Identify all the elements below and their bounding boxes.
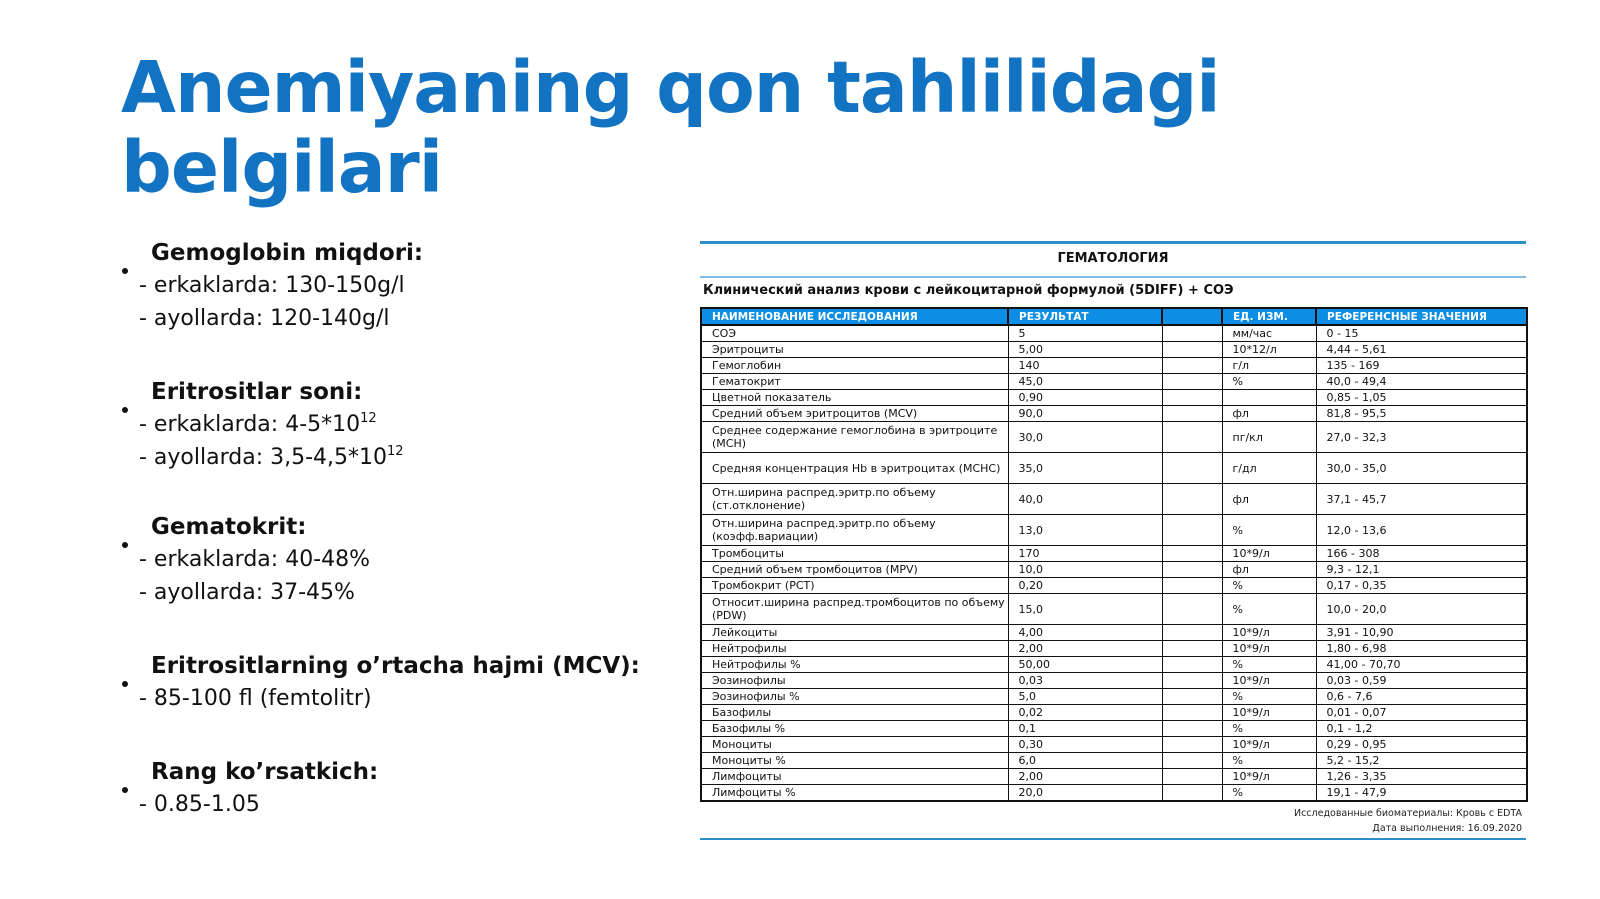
bullet-line: - ayollarda: 120-140g/l (139, 306, 390, 331)
table-row (701, 342, 1527, 358)
column-header-result: РЕЗУЛЬТАТ (1008, 308, 1162, 325)
bullet-line-text: - erkaklarda: 4-5*10 (139, 412, 361, 437)
cell-unit: г/л (1222, 358, 1316, 374)
report-subtitle: Клинический анализ крови с лейкоцитарной формулой (5DIFF) + СОЭ (703, 283, 1234, 298)
cell-unit: % (1222, 578, 1316, 594)
table-header-row (701, 308, 1527, 325)
cell-unit: % (1222, 689, 1316, 705)
cell-unit: 10*9/л (1222, 673, 1316, 689)
bullet-dot (122, 542, 128, 548)
cell-unit (1222, 390, 1316, 406)
cell-flag (1162, 657, 1222, 673)
cell-test-name: Относит.ширина распред.тромбоцитов по объему (PDW) (701, 594, 1008, 625)
column-header-unit: ЕД. ИЗМ. (1222, 308, 1316, 325)
bullet-heading: Eritrositlarning o’rtacha hajmi (MCV): (151, 653, 640, 679)
cell-result: 0,90 (1008, 390, 1162, 406)
cell-result: 15,0 (1008, 594, 1162, 625)
cell-test-name: Эозинофилы (701, 673, 1008, 689)
bullet-heading: Gematokrit: (151, 514, 307, 540)
cell-result: 35,0 (1008, 453, 1162, 484)
cell-test-name: Средняя концентрация Hb в эритроцитах (МСНС) (701, 453, 1008, 484)
cell-reference: 0 - 15 (1316, 325, 1527, 342)
slide-title-line-1: Anemiyaning qon tahlilidagi (121, 46, 1220, 129)
cell-reference: 166 - 308 (1316, 546, 1527, 562)
cell-test-name: СОЭ (701, 325, 1008, 342)
cell-flag (1162, 753, 1222, 769)
cell-test-name: Цветной показатель (701, 390, 1008, 406)
table-row (701, 422, 1527, 453)
cell-flag (1162, 769, 1222, 785)
cell-result: 5,00 (1008, 342, 1162, 358)
cell-test-name: Нейтрофилы (701, 641, 1008, 657)
cell-unit: % (1222, 374, 1316, 390)
table-row (701, 484, 1527, 515)
table-row (701, 657, 1527, 673)
cell-result: 30,0 (1008, 422, 1162, 453)
cell-flag (1162, 578, 1222, 594)
cell-flag (1162, 673, 1222, 689)
cell-reference: 0,29 - 0,95 (1316, 737, 1527, 753)
cell-result: 140 (1008, 358, 1162, 374)
cell-reference: 27,0 - 32,3 (1316, 422, 1527, 453)
cell-unit: пг/кл (1222, 422, 1316, 453)
cell-result: 4,00 (1008, 625, 1162, 641)
cell-flag (1162, 422, 1222, 453)
bullet-line: - erkaklarda: 40-48% (139, 547, 371, 572)
cell-unit: 10*9/л (1222, 546, 1316, 562)
cell-reference: 1,26 - 3,35 (1316, 769, 1527, 785)
footnote-date: Дата выполнения: 16.09.2020 (1372, 823, 1522, 834)
cell-unit: 10*9/л (1222, 769, 1316, 785)
cell-result: 2,00 (1008, 641, 1162, 657)
table-row (701, 390, 1527, 406)
table-row (701, 374, 1527, 390)
cell-reference: 0,17 - 0,35 (1316, 578, 1527, 594)
cell-reference: 81,8 - 95,5 (1316, 406, 1527, 422)
cell-result: 20,0 (1008, 785, 1162, 802)
cell-result: 2,00 (1008, 769, 1162, 785)
bullet-line-text: - ayollarda: 3,5-4,5*10 (139, 445, 388, 470)
cell-result: 0,03 (1008, 673, 1162, 689)
bullet-heading: Rang ko’rsatkich: (151, 759, 379, 785)
cell-result: 90,0 (1008, 406, 1162, 422)
cell-test-name: Тромбоциты (701, 546, 1008, 562)
cell-unit: фл (1222, 406, 1316, 422)
bullet-line: - erkaklarda: 130-150g/l (139, 273, 405, 298)
cell-result: 5 (1008, 325, 1162, 342)
cell-test-name: Средний объем эритроцитов (MCV) (701, 406, 1008, 422)
cell-unit: 10*9/л (1222, 737, 1316, 753)
cell-flag (1162, 721, 1222, 737)
lab-results-table (700, 307, 1528, 802)
cell-reference: 19,1 - 47,9 (1316, 785, 1527, 802)
report-divider-mid (700, 276, 1526, 278)
cell-result: 0,1 (1008, 721, 1162, 737)
cell-test-name: Отн.ширина распред.эритр.по объему (коэфф.вариации) (701, 515, 1008, 546)
cell-reference: 12,0 - 13,6 (1316, 515, 1527, 546)
cell-test-name: Среднее содержание гемоглобина в эритроците (МСН) (701, 422, 1008, 453)
cell-flag (1162, 342, 1222, 358)
cell-reference: 1,80 - 6,98 (1316, 641, 1527, 657)
table-row (701, 562, 1527, 578)
table-row (701, 737, 1527, 753)
table-row (701, 753, 1527, 769)
report-section-title: ГЕМАТОЛОГИЯ (1057, 251, 1169, 266)
cell-unit: % (1222, 721, 1316, 737)
cell-test-name: Лейкоциты (701, 625, 1008, 641)
table-row (701, 641, 1527, 657)
table-row (701, 453, 1527, 484)
slide-title-line-2: belgilari (121, 126, 443, 209)
cell-flag (1162, 390, 1222, 406)
cell-flag (1162, 737, 1222, 753)
cell-flag (1162, 374, 1222, 390)
report-divider-bottom (700, 838, 1526, 840)
bullet-dot (122, 268, 128, 274)
cell-reference: 9,3 - 12,1 (1316, 562, 1527, 578)
bullet-line: - 85-100 fl (femtolitr) (139, 686, 372, 711)
cell-unit: % (1222, 594, 1316, 625)
table-row (701, 721, 1527, 737)
cell-reference: 0,85 - 1,05 (1316, 390, 1527, 406)
table-row (701, 785, 1527, 802)
cell-result: 13,0 (1008, 515, 1162, 546)
cell-unit: фл (1222, 562, 1316, 578)
bullet-heading: Gemoglobin miqdori: (151, 240, 424, 266)
cell-test-name: Моноциты (701, 737, 1008, 753)
cell-test-name: Эритроциты (701, 342, 1008, 358)
cell-flag (1162, 705, 1222, 721)
cell-unit: 10*9/л (1222, 641, 1316, 657)
cell-test-name: Моноциты % (701, 753, 1008, 769)
cell-result: 45,0 (1008, 374, 1162, 390)
cell-test-name: Гематокрит (701, 374, 1008, 390)
cell-unit: % (1222, 753, 1316, 769)
cell-result: 10,0 (1008, 562, 1162, 578)
cell-unit: % (1222, 785, 1316, 802)
cell-unit: мм/час (1222, 325, 1316, 342)
cell-result: 5,0 (1008, 689, 1162, 705)
cell-unit: фл (1222, 484, 1316, 515)
report-divider-top (700, 241, 1526, 244)
cell-reference: 0,03 - 0,59 (1316, 673, 1527, 689)
cell-flag (1162, 562, 1222, 578)
cell-unit: % (1222, 657, 1316, 673)
column-header-reference: РЕФЕРЕНСНЫЕ ЗНАЧЕНИЯ (1316, 308, 1527, 325)
cell-flag (1162, 453, 1222, 484)
bullet-line: - ayollarda: 37-45% (139, 580, 355, 605)
cell-test-name: Отн.ширина распред.эритр.по объему (ст.отклонение) (701, 484, 1008, 515)
cell-reference: 4,44 - 5,61 (1316, 342, 1527, 358)
cell-reference: 5,2 - 15,2 (1316, 753, 1527, 769)
cell-test-name: Гемоглобин (701, 358, 1008, 374)
cell-flag (1162, 689, 1222, 705)
cell-test-name: Лимфоциты (701, 769, 1008, 785)
cell-flag (1162, 785, 1222, 802)
cell-result: 0,20 (1008, 578, 1162, 594)
table-row (701, 625, 1527, 641)
cell-test-name: Лимфоциты % (701, 785, 1008, 802)
cell-test-name: Нейтрофилы % (701, 657, 1008, 673)
table-row (701, 673, 1527, 689)
cell-reference: 10,0 - 20,0 (1316, 594, 1527, 625)
table-row (701, 358, 1527, 374)
cell-flag (1162, 594, 1222, 625)
cell-unit: 10*12/л (1222, 342, 1316, 358)
cell-reference: 0,6 - 7,6 (1316, 689, 1527, 705)
bullet-line-exponent: 12 (360, 411, 377, 426)
bullet-line (139, 412, 377, 438)
cell-test-name: Средний объем тромбоцитов (MPV) (701, 562, 1008, 578)
bullet-dot (122, 407, 128, 413)
bullet-line-exponent: 12 (387, 444, 404, 459)
table-row (701, 578, 1527, 594)
cell-flag (1162, 625, 1222, 641)
cell-unit: 10*9/л (1222, 705, 1316, 721)
cell-flag (1162, 358, 1222, 374)
cell-test-name: Базофилы (701, 705, 1008, 721)
cell-flag (1162, 546, 1222, 562)
cell-reference: 30,0 - 35,0 (1316, 453, 1527, 484)
table-row (701, 769, 1527, 785)
cell-unit: г/дл (1222, 453, 1316, 484)
cell-reference: 135 - 169 (1316, 358, 1527, 374)
cell-reference: 37,1 - 45,7 (1316, 484, 1527, 515)
cell-flag (1162, 484, 1222, 515)
bullet-line: - 0.85-1.05 (139, 792, 260, 817)
footnote-biomaterial: Исследованные биоматериалы: Кровь с EDTA (1293, 808, 1522, 819)
table-row (701, 325, 1527, 342)
table-row (701, 515, 1527, 546)
cell-flag (1162, 406, 1222, 422)
cell-test-name: Тромбокрит (PCT) (701, 578, 1008, 594)
bullet-dot (122, 787, 128, 793)
cell-flag (1162, 325, 1222, 342)
slide-title (121, 48, 1221, 208)
column-header-test: НАИМЕНОВАНИЕ ИССЛЕДОВАНИЯ (701, 308, 1008, 325)
cell-result: 50,00 (1008, 657, 1162, 673)
cell-result: 40,0 (1008, 484, 1162, 515)
cell-unit: 10*9/л (1222, 625, 1316, 641)
table-body (701, 325, 1527, 801)
table-row (701, 689, 1527, 705)
cell-test-name: Эозинофилы % (701, 689, 1008, 705)
table-row (701, 705, 1527, 721)
cell-flag (1162, 641, 1222, 657)
bullet-heading: Eritrositlar soni: (151, 379, 363, 405)
cell-unit: % (1222, 515, 1316, 546)
column-header-flag (1162, 308, 1222, 325)
cell-result: 0,30 (1008, 737, 1162, 753)
cell-reference: 40,0 - 49,4 (1316, 374, 1527, 390)
cell-reference: 41,00 - 70,70 (1316, 657, 1527, 673)
table-row (701, 406, 1527, 422)
cell-reference: 0,01 - 0,07 (1316, 705, 1527, 721)
cell-reference: 0,1 - 1,2 (1316, 721, 1527, 737)
cell-result: 170 (1008, 546, 1162, 562)
bullet-line (139, 445, 404, 471)
cell-result: 6,0 (1008, 753, 1162, 769)
cell-reference: 3,91 - 10,90 (1316, 625, 1527, 641)
cell-flag (1162, 515, 1222, 546)
bullet-dot (122, 681, 128, 687)
cell-result: 0,02 (1008, 705, 1162, 721)
table-row (701, 546, 1527, 562)
cell-test-name: Базофилы % (701, 721, 1008, 737)
table-row (701, 594, 1527, 625)
